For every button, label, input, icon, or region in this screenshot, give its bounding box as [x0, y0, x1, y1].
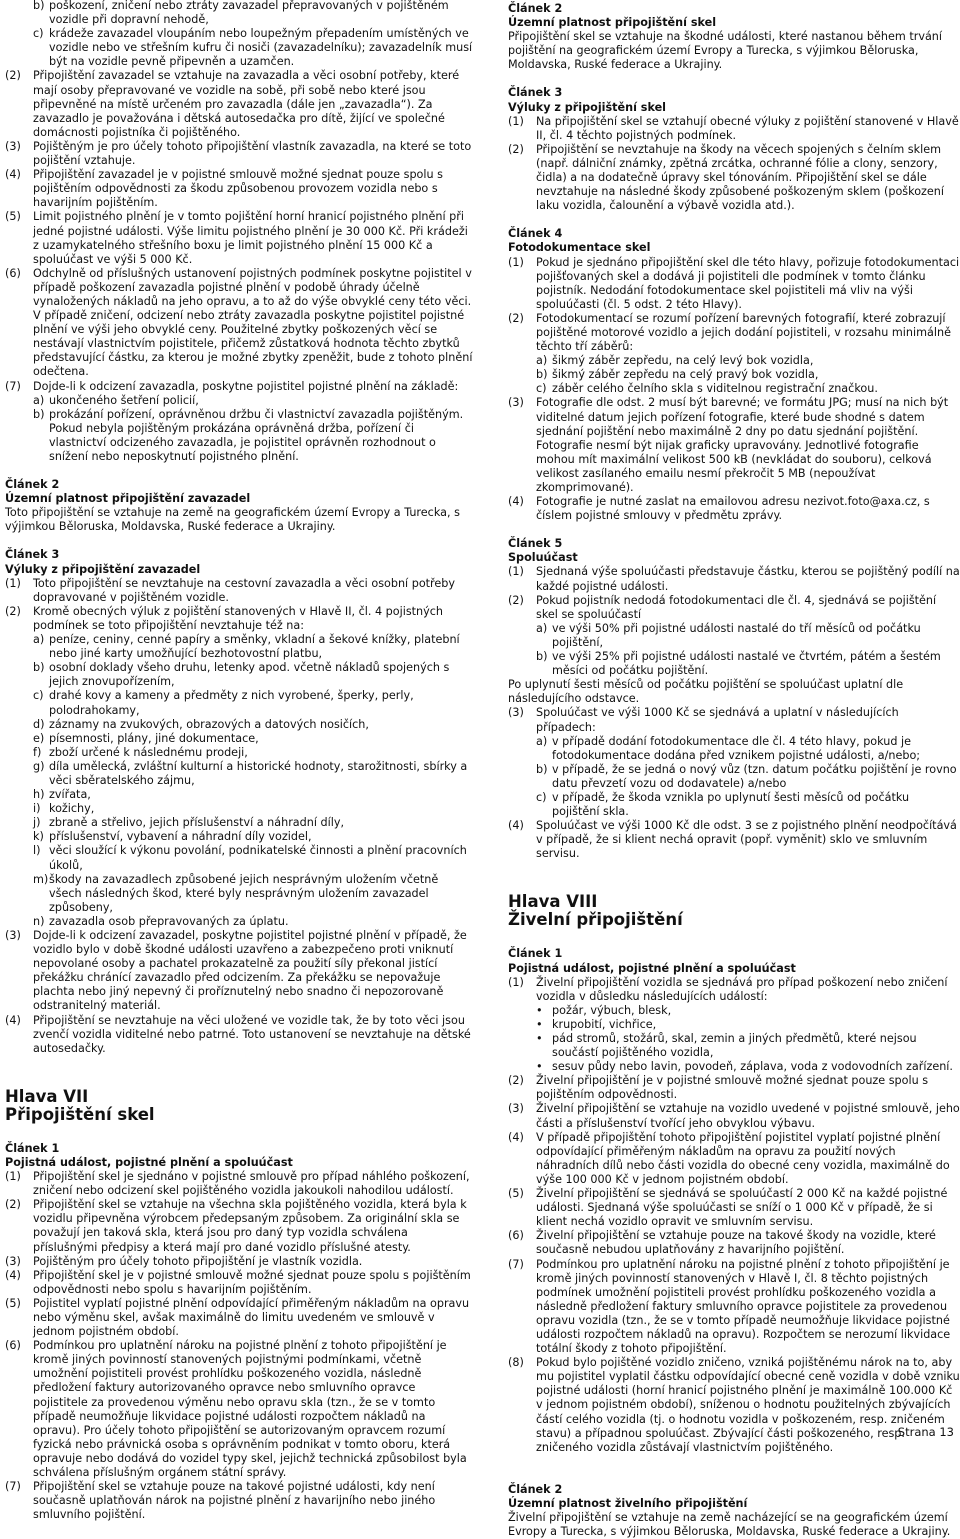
item-marker: a) — [33, 393, 45, 407]
item-marker: (6) — [5, 1339, 21, 1353]
numbered-clause — [508, 819, 960, 861]
item-text: Připojištění zavazadel je v pojistné smlouvě možné sjednat pouze spolu s pojištěním odpovědnosti za škodu způsobenou provozem vozidla nebo s havarijním pojištěním. — [33, 168, 443, 210]
chapter-heading — [5, 1088, 473, 1124]
item-marker: (2) — [5, 604, 21, 618]
lettered-item — [33, 788, 473, 802]
chapter-number: Hlava VII — [5, 1086, 89, 1106]
numbered-clause — [5, 168, 473, 210]
article-title: Územní platnost živelního připojištění — [508, 1496, 748, 1510]
item-text: Připojištění zavazadel se vztahuje na zavazadla a věci osobní potřeby, které mají osoby přepravované ve vozidle na sobě, při sobě nebo které jsou připevněné na místě určeném pro zavazadla (dále jen „zavazadla“). Za zavazadlo je považována i dětská autosedačka pro dítě, žijící ve společné domácnosti pojistníka či pojištěného. — [33, 69, 460, 139]
item-text: Sjednaná výše spoluúčasti představuje částku, kterou se pojištěný podílí na každé pojistné události. — [536, 565, 960, 593]
article-heading — [5, 1142, 473, 1170]
item-marker: b) — [33, 407, 45, 421]
item-text: ve výši 25% při pojistné události nastalé ve čtvrtém, pátém a šestém měsíci od počátku pojištění. — [552, 650, 941, 678]
lettered-item — [33, 732, 473, 746]
item-text: drahé kovy a kameny a předměty z nich vyrobené, šperky, perly, polodrahokamy, — [49, 689, 414, 717]
item-text: požár, výbuch, blesk, — [552, 1003, 672, 1017]
article-number: Článek 4 — [508, 227, 563, 241]
item-marker: (1) — [508, 255, 524, 269]
article-heading — [508, 2, 960, 30]
right-column — [508, 0, 960, 1539]
item-text: Toto připojištění se nevztahuje na cestovní zavazadla a věci osobní potřeby dopravované v pojištěném vozidle. — [33, 576, 456, 604]
numbered-clause — [508, 976, 960, 1004]
lettered-item — [536, 735, 960, 763]
item-marker: (3) — [508, 396, 524, 410]
lettered-item — [536, 382, 960, 396]
lettered-item — [33, 873, 473, 915]
numbered-clause — [508, 1131, 960, 1187]
item-marker: a) — [536, 734, 548, 748]
item-marker: (5) — [508, 1187, 524, 1201]
numbered-clause — [5, 267, 473, 309]
item-text: šikmý záběr zepředu, na celý levý bok vozidla, — [552, 354, 814, 368]
item-text: šikmý záběr zepředu na celý pravý bok vozidla, — [552, 368, 819, 382]
item-marker: (2) — [5, 69, 21, 83]
numbered-clause — [5, 210, 473, 266]
item-text: Pojistitel vyplatí pojistné plnění odpovídající přiměřeným nákladům na opravu nebo výměnu skel, avšak maximálně do limitu uvedeném ve smlouvě v jednom pojistném období. — [33, 1296, 470, 1339]
item-marker: (2) — [508, 142, 524, 156]
article-number: Článek 2 — [508, 2, 563, 15]
article-title: Fotodokumentace skel — [508, 241, 651, 255]
item-marker: (2) — [508, 311, 524, 325]
item-text: záběr celého čelního skla s viditelnou registrační značkou. — [552, 382, 878, 396]
item-text: Připojištění se nevztahuje na věci uložené ve vozidle tak, že by toto věci jsou zvenčí vozidla viditelné nebo patrné. Toto ustanovení se nevztahuje na dětské autosedačky. — [33, 1013, 471, 1055]
item-marker: a) — [536, 621, 548, 635]
item-marker: (6) — [5, 266, 21, 280]
item-text: Připojištění skel se vztahuje na všechna skla pojištěného vozidla, která byla k vozidlu připevněna výrobcem předepsaným způsobem. Za originální skla se považují jen taková skla, která jsou pro daný typ vozidla schválena příslušnými předpisy a která mají pro dané vozidlo příslušné atesty. — [33, 1198, 467, 1254]
numbered-clause — [508, 1258, 960, 1357]
item-marker: (3) — [5, 929, 21, 942]
page-number: Strana 13 — [897, 1425, 954, 1439]
paragraph: Živelní připojištění se vztahuje na země nacházející se na geografickém území Evropy a Turecka, s výjimkou Běloruska, Moldavska, Ruské federace a Ukrajiny. — [508, 1511, 951, 1539]
item-text: Dojde-li k odcizení zavazadla, poskytne pojistitel pojistné plnění na základě: — [33, 379, 459, 393]
numbered-clause — [508, 143, 960, 213]
item-text: ve výši 50% při pojistné události nastalé do tří měsíců od počátku pojištění, — [552, 621, 921, 649]
item-marker: • — [536, 1017, 543, 1031]
item-marker: (4) — [5, 1013, 21, 1027]
numbered-clause — [508, 1229, 960, 1257]
lettered-item — [33, 718, 473, 732]
item-marker: (4) — [5, 1268, 21, 1282]
item-marker: c) — [536, 382, 547, 396]
item-text: Živelní připojištění se vztahuje na vozidlo uvedené v pojistné smlouvě, jeho části a příslušenství tvořící jeho obvyklou výbavu. — [536, 1102, 960, 1130]
item-text: V případě připojištění tohoto připojištění pojistitel vyplatí pojistné plnění odpovídající přiměřeným nákladům na opravu za použití nových náhradních dílů nebo části vozidla do obecné ceny vozidla, maximálně do výše 100 000 Kč v jednom pojistném období. — [536, 1130, 950, 1186]
lettered-item — [33, 830, 473, 844]
numbered-clause — [508, 396, 960, 495]
article-title: Výluky z připojištění zavazadel — [5, 562, 201, 576]
item-marker: l) — [33, 844, 41, 858]
item-text: záznamy na zvukových, obrazových a datových nosičích, — [49, 717, 369, 731]
item-marker: f) — [33, 745, 42, 759]
item-marker: • — [536, 1003, 543, 1017]
item-marker: b) — [536, 650, 548, 664]
item-marker: (2) — [508, 1074, 524, 1088]
item-text: Fotografie je nutné zaslat na emailovou adresu nezivot.foto@axa.cz, s číslem pojistné smlouvy v předmětu zprávy. — [536, 495, 930, 523]
item-marker: (2) — [5, 1198, 21, 1212]
paragraph: V případě zničení, odcizení nebo ztráty zavazadla poskytne pojistitel pojistné plnění ve výši jeho obvyklé ceny. Použitelné zbytky poškozených věcí se nestávají vlastnictvím pojistitele, přičemž zůstatková hodnota těchto zbytků představující částku, za kterou je možné zbytky zpeněžit, bude z tohoto plnění odečtena. — [33, 309, 473, 379]
item-text: Připojištění skel se vztahuje pouze na takové pojistné události, kdy není současně uplatňován nárok na pojistné plnění z havarijního nebo jiného smluvního pojištění. — [33, 1480, 436, 1522]
item-marker: (5) — [5, 210, 21, 224]
item-text: kožichy, — [49, 802, 95, 816]
item-marker: (5) — [5, 1296, 21, 1310]
numbered-clause — [508, 1187, 960, 1229]
numbered-clause — [5, 1480, 473, 1522]
item-text: krupobití, vichřice, — [552, 1017, 657, 1031]
chapter-number: Hlava VIII — [508, 892, 598, 912]
numbered-clause — [5, 69, 473, 139]
item-marker: (1) — [508, 565, 524, 579]
item-text: Živelní připojištění je v pojistné smlouvě možné sjednat pouze spolu s pojištěním odpovědnosti. — [536, 1074, 929, 1102]
item-text: Živelní připojištění vozidla se sjednává pro případ poškození nebo zničení vozidla v důsledku následujících událostí: — [536, 975, 948, 1003]
item-marker: h) — [33, 788, 45, 802]
item-marker: (3) — [508, 706, 524, 720]
item-text: pád stromů, stožárů, skal, zemin a jiných předmětů, které nejsou součástí pojištěného vozidla, — [552, 1032, 917, 1060]
lettered-item — [33, 915, 473, 929]
item-text: Pokud bylo pojištěné vozidlo zničeno, vzniká pojištěnému nárok na to, aby mu pojistitel vyplatil částku odpovídající obecné ceně vozidla v době vzniku pojistné události (horní hranicí pojistného plnění je maximálně 100.000 Kč v jednom pojistném období), sníženou o hodnotu použitelných zbývajících částí celého vozidla (tj. o hodnotu vozidla v poškozeném, resp. zničeném stavu) a případnou spoluúčast. Zbývající části poškozeného, resp. zničeného vozidla zůstávají vlastnictvím pojištěného. — [536, 1356, 960, 1454]
article-heading — [508, 947, 960, 975]
item-text: Na připojištění skel se vztahují obecné výluky z pojištění stanovené v Hlavě II, čl. 4 těchto pojistných podmínek. — [536, 114, 959, 142]
item-text: v případě, že škoda vznikla po uplynutí šesti měsíců od počátku pojištění skla. — [552, 790, 910, 819]
lettered-item — [536, 791, 960, 819]
article-heading — [508, 227, 960, 255]
article-title: Územní platnost připojištění zavazadel — [5, 492, 251, 506]
numbered-clause — [508, 1074, 960, 1102]
numbered-clause — [508, 594, 960, 622]
lettered-item — [33, 844, 473, 872]
numbered-clause — [5, 1255, 473, 1269]
item-marker: e) — [33, 731, 45, 745]
item-marker: (7) — [5, 1480, 21, 1494]
numbered-clause — [5, 1198, 473, 1254]
item-text: v případě, že se jedná o nový vůz (tzn. datum počátku pojištění je rovno datu převzetí vozu od dodavatele) a/nebo — [552, 762, 957, 790]
item-text: v případě dodání fotodokumentace dle čl. 4 této hlavy, pokud je fotodokumentace dodána před vznikem pojistné události, a/nebo; — [552, 734, 921, 762]
article-heading — [508, 537, 960, 565]
item-marker: (7) — [5, 379, 21, 393]
item-marker: (6) — [508, 1229, 524, 1243]
item-text: příslušenství, vybavení a náhradní díly vozidel, — [49, 830, 312, 844]
item-text: Podmínkou pro uplatnění nároku na pojistné plnění z tohoto připojištění je kromě jiných povinností stanovených pojistnými podmínkami, včetně umožnění pojistiteli provést prohlídku poškozeného vozidla, následně předložení faktury autorizovaného opravce nebo smluvního opravce pojistitele za provedenou výměnu nebo opravu skla (tzn., že se v tomto případě neumožňuje likvidace pojistné události rozpočtem nákladů na opravu). Pro účely tohoto připojištění se autorizovaným opravcem rozumí fyzická nebo právnická osoba s oprávněním podnikat v tomto oboru, která opravuje nebo dodává do vozidel typy skel, jejichž technická způsobilost byla schválena příslušným orgánem státní správy. — [33, 1339, 467, 1479]
article-heading — [5, 548, 473, 576]
item-marker: (3) — [5, 139, 21, 153]
item-text: Podmínkou pro uplatnění nároku na pojistné plnění z tohoto připojištění je kromě jiných povinností stanovených v Hlavě I, čl. 8 těchto pojistných podmínek umožnění pojistiteli provést prohlídku poškozeného vozidla a následně předložení faktury smluvního opravce pojistitele za provedenou opravu vozidla (tzn., že se v tomto případě neumožňuje likvidace pojistné události rozpočtem nákladů na opravu). Rozpočtem se nerozumí likvidace totální škody z tohoto připojištění. — [536, 1257, 951, 1356]
numbered-clause — [5, 605, 473, 633]
chapter-heading — [508, 893, 960, 929]
item-marker: g) — [33, 759, 45, 773]
item-text: zbraně a střelivo, jejich příslušenství a náhradní díly, — [49, 816, 345, 830]
lettered-item — [33, 746, 473, 760]
item-marker: j) — [33, 816, 41, 830]
numbered-clause — [5, 1339, 473, 1480]
item-marker: a) — [536, 354, 548, 368]
item-marker: b) — [33, 0, 45, 12]
item-marker: (4) — [508, 495, 524, 509]
numbered-clause — [5, 1297, 473, 1339]
item-text: Připojištění skel je v pojistné smlouvě možné sjednat pouze spolu s pojištěním odpovědnosti nebo spolu s havarijním pojištěním. — [33, 1268, 471, 1296]
lettered-item — [33, 661, 473, 689]
item-marker: (4) — [508, 1130, 524, 1144]
item-text: osobní doklady všeho druhu, letenky apod. včetně nákladů spojených s jejich znovupořízením, — [49, 661, 450, 689]
lettered-item — [33, 394, 473, 408]
bullet-item — [536, 1060, 960, 1074]
item-text: Odchylně od příslušných ustanovení pojistných podmínek poskytne pojistitel v případě poškození zavazadla pojistné plnění v podobě úhrady účelně vynaložených nákladů na jeho opravu, a to až do výše obvyklé ceny této věci. — [33, 266, 472, 308]
item-text: písemnosti, plány, jiné dokumentace, — [49, 731, 259, 745]
item-marker: b) — [33, 661, 45, 675]
lettered-item — [33, 0, 473, 27]
item-marker: b) — [536, 762, 548, 776]
item-text: prokázání pořízení, oprávněnou držbu či vlastnictví zavazadla pojištěným. — [49, 407, 464, 421]
item-text: Pokud pojistník nedodá fotodokumentaci dle čl. 4, sjednává se pojištění skel se spoluúčastí — [536, 593, 937, 621]
lettered-item — [536, 368, 960, 382]
item-marker: i) — [33, 802, 41, 816]
item-marker: (1) — [508, 114, 524, 128]
item-marker: (1) — [5, 1170, 21, 1184]
item-marker: (2) — [508, 593, 524, 607]
article-title: Pojistná událost, pojistné plnění a spoluúčast — [508, 961, 796, 975]
item-text: škody na zavazadlech způsobené jejich nesprávným uložením včetně všech následných škod, které byly nesprávným uložením zavazadel způsobeny, — [49, 872, 439, 914]
item-marker: n) — [33, 914, 45, 928]
item-marker: (3) — [508, 1102, 524, 1116]
numbered-clause — [508, 1356, 960, 1455]
bullet-item — [536, 1004, 960, 1018]
lettered-item — [33, 802, 473, 816]
item-marker: d) — [33, 717, 45, 731]
item-marker: • — [536, 1060, 543, 1074]
item-text: Připojištění se nevztahuje na škody na věcech spojených s čelním sklem (např. dálniční známky, zpětná zrcátka, ochranné fólie a clony, senzory, čidla) a na dodatečně úpravy skel tónováním. Připojištění skel se dále nevztahuje na následné škody způsobené poškozeným sklem (poškození laku vozidla, čalounění a výbavě vozidla atd.). — [536, 142, 945, 213]
item-marker: (4) — [508, 819, 524, 833]
article-title: Pojistná událost, pojistné plnění a spoluúčast — [5, 1155, 293, 1169]
lettered-item — [536, 354, 960, 368]
numbered-clause — [508, 1102, 960, 1130]
paragraph: Pokud nebyla pojištěným prokázána oprávněná držba, pořízení či vlastnictví odcizeného zavazadla, je pojistitel oprávněn rozhodnout o snížení nebo neposkytnutí pojistného plnění. — [49, 421, 436, 463]
bullet-item — [536, 1018, 960, 1032]
paragraph: Připojištění skel se vztahuje na škodné události, které nastanou během trvání pojištění na geografickém území Evropy a Turecka, s výjimkou Běloruska, Moldavska, Ruské federace a Ukrajiny. — [508, 30, 942, 72]
lettered-item — [536, 622, 960, 650]
paragraph: Po uplynutí šesti měsíců od počátku pojištění se spoluúčast uplatní dle následujícího odstavce. — [508, 678, 904, 706]
item-text: Fotodokumentací se rozumí pořízení barevných fotografií, které zobrazují pojištěné motorové vozidlo a jejich dodání pojistiteli, v rozsahu minimálně těchto tří záběrů: — [536, 311, 951, 354]
item-marker: (3) — [5, 1254, 21, 1268]
article-heading — [508, 1483, 960, 1511]
item-text: Fotografie dle odst. 2 musí být barevné; ve formátu JPG; musí na nich být viditelné datum jejich pořízení fotografie, které bude shodné s datem sjednání pojištění nebo maximálně 2 dny po datu sjednání pojištění. Fotografie nesmí být nijak graficky upravovány. Jednotlivé fotografie mohou mít maximální velikost 500 kB (nevkládat do souboru), celková velikost zasílaného emailu nesmí překročit 5 MB (nepoužívat zkomprimované). — [536, 396, 949, 494]
lettered-item — [33, 633, 473, 661]
numbered-clause — [5, 577, 473, 605]
item-marker: (1) — [5, 576, 21, 590]
numbered-clause — [508, 706, 960, 734]
chapter-title: Živelní připojištění — [508, 910, 683, 930]
article-title: Výluky z připojištění skel — [508, 100, 667, 114]
item-text: ukončeného šetření policií, — [49, 393, 199, 407]
numbered-clause — [5, 1269, 473, 1297]
numbered-clause — [5, 929, 473, 1014]
item-marker: c) — [33, 689, 44, 703]
item-text: poškození, zničení nebo ztráty zavazadel přepravovaných v pojištěném vozidle při dopravní nehodě, — [49, 0, 449, 27]
item-text: Spoluúčast ve výši 1000 Kč se sjednává a uplatní v následujících případech: — [536, 706, 899, 734]
numbered-clause — [508, 312, 960, 354]
article-heading — [5, 478, 473, 506]
lettered-item — [33, 689, 473, 717]
item-marker: (1) — [508, 975, 524, 989]
chapter-title: Připojištění skel — [5, 1104, 155, 1124]
item-marker: b) — [536, 368, 548, 382]
item-text: zvířata, — [49, 788, 91, 802]
item-marker: (7) — [508, 1257, 524, 1271]
item-text: zavazadla osob přepravovaných za úplatu. — [49, 914, 289, 928]
numbered-clause — [5, 380, 473, 394]
item-text: Limit pojistného plnění je v tomto pojištění horní hranicí pojistného plnění při jedné pojistné události. Výše limitu pojistného plnění je 30 000 Kč. Při krádeži z uzamykatelného střešního boxu je limit pojistného plnění 15 000 Kč a spoluúčast ve výši 5 000 Kč. — [33, 210, 468, 266]
item-text: Spoluúčast ve výši 1000 Kč dle odst. 3 se z pojistného plnění neodpočítává v případě, že si klient nechá opravit (popř. vyměnit) sklo ve smluvním servisu. — [536, 819, 957, 861]
article-title: Spoluúčast — [508, 551, 578, 565]
article-number: Článek 3 — [508, 86, 563, 100]
item-text: Dojde-li k odcizení zavazadel, poskytne pojistitel pojistné plnění v případě, že vozidlo bylo v době škodné události uzavřeno a zabezpečeno proti vniknutí nepovolané osoby a pachatel prokazatelně za použití síly překonal jistící překážku chránící zavazadlo před odcizením. Za překážku se nepovažuje plachta nebo jiný nepevný či proříznutelný nebo snadno či nepozorovaně odstranitelný materiál. — [33, 929, 467, 1013]
article-number: Článek 2 — [508, 1482, 563, 1496]
item-text: Připojištění skel je sjednáno v pojistné smlouvě pro případ náhlého poškození, zničení nebo odcizení skel pojištěného vozidla jakoukoli nahodilou událostí. — [33, 1170, 470, 1198]
item-marker: a) — [33, 633, 45, 647]
numbered-clause — [508, 495, 960, 523]
item-marker: c) — [33, 27, 44, 41]
numbered-clause — [508, 256, 960, 312]
item-marker: (4) — [5, 168, 21, 182]
left-column — [5, 0, 473, 1522]
item-text: věci sloužící k výkonu povolání, podnikatelské činnosti a plnění pracovních úkolů, — [49, 844, 467, 872]
item-text: díla umělecká, zvláštní kulturní a historické hodnoty, starožitnosti, sbírky a věci sběratelského zájmu, — [49, 759, 468, 787]
item-text: sesuv půdy nebo lavin, povodeň, záplava, voda z vodovodních zařízení. — [552, 1060, 953, 1074]
article-number: Článek 3 — [5, 548, 60, 562]
item-marker: c) — [536, 790, 547, 804]
article-number: Článek 5 — [508, 537, 563, 551]
numbered-clause — [5, 1170, 473, 1198]
item-text: Pojištěným pro účely tohoto připojištění je vlastník vozidla. — [33, 1254, 363, 1268]
numbered-clause — [508, 565, 960, 593]
lettered-item — [33, 27, 473, 69]
numbered-clause — [508, 115, 960, 143]
article-number: Článek 2 — [5, 478, 60, 492]
lettered-item — [33, 816, 473, 830]
item-marker: k) — [33, 830, 44, 844]
item-text: Kromě obecných výluk z pojištění stanovených v Hlavě II, čl. 4 pojistných podmínek se toto připojištění nevztahuje též na: — [33, 604, 443, 632]
lettered-item — [33, 760, 473, 788]
paragraph: Toto připojištění se vztahuje na země na geografickém území Evropy a Turecka, s výjimkou Běloruska, Moldavska, Ruské federace a Ukrajiny. — [5, 506, 460, 534]
item-marker: m) — [33, 872, 49, 886]
item-marker: • — [536, 1032, 543, 1045]
article-number: Článek 1 — [508, 947, 563, 961]
numbered-clause — [5, 1014, 473, 1056]
item-text: Živelní připojištění se vztahuje pouze na takové škody na vozidle, které současně nebudou uplatňovány z havarijního pojištění. — [536, 1229, 936, 1257]
item-text: peníze, ceniny, cenné papíry a směnky, vkladní a šekové knížky, platební nebo jiné karty umožňující bezhotovostní platbu, — [49, 633, 460, 661]
article-number: Článek 1 — [5, 1141, 60, 1155]
lettered-item — [33, 408, 473, 422]
item-text: Pokud je sjednáno připojištění skel dle této hlavy, pořizuje fotodokumentaci pojišťovaných skel a dodává ji pojistiteli dle podmínek v tomto článku pojistník. Nedodání fotodokumentace skel pojistiteli má vliv na výši spoluúčasti (čl. 5 odst. 2 této Hlavy). — [536, 255, 960, 311]
item-text: krádeže zavazadel vloupáním nebo loupežným přepadením umístěných ve vozidle nebo ve střešním kufru či nosiči (zavazadelníku); zavazadelník musí být na vozidle pevně připevněn a uzamčen. — [49, 27, 473, 69]
bullet-item — [536, 1032, 960, 1060]
article-heading — [508, 86, 960, 114]
item-text: Živelní připojištění se sjednává se spoluúčastí 2 000 Kč na každé pojistné události. Sjednaná výše spoluúčasti se sníží o 1 000 Kč v případě, že si klient nechá vozidlo opravit ve smluvním servisu. — [536, 1187, 948, 1229]
item-text: Pojištěným je pro účely tohoto připojištění vlastník zavazadla, na které se toto pojištění vztahuje. — [33, 139, 472, 168]
item-marker: (8) — [508, 1356, 524, 1370]
article-title: Územní platnost připojištění skel — [508, 16, 717, 30]
lettered-item — [536, 650, 960, 678]
item-text: zboží určené k následnému prodeji, — [49, 745, 248, 759]
lettered-item — [536, 763, 960, 791]
numbered-clause — [5, 140, 473, 168]
